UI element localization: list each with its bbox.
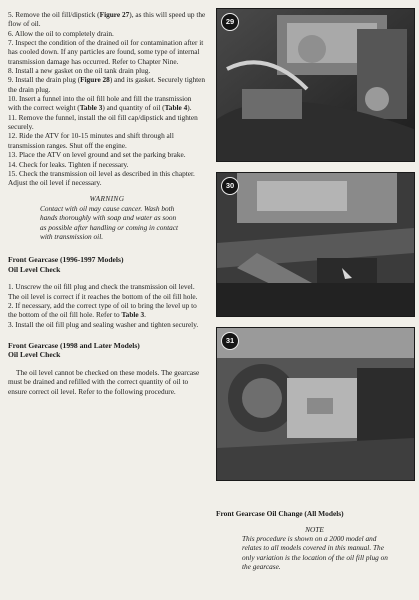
section-title-1998-line2: Oil Level Check <box>8 350 61 360</box>
procedure-a-step <box>8 38 206 66</box>
procedure-a-step <box>8 150 206 159</box>
figure-31-photo <box>216 327 415 481</box>
figure-31-number: 31 <box>221 332 239 350</box>
procedure-a-step <box>8 29 206 38</box>
section-title-1996 <box>8 255 206 274</box>
note-body: This procedure is shown on a 2000 model and relates to all models covered in this manual. The only variation is the location of the oil fill plug on the gearcase. <box>242 533 388 571</box>
figure-31-image <box>217 328 414 480</box>
section-title-1996-line1: Front Gearcase (1996-1997 Models) <box>8 255 124 265</box>
steps-list-b <box>8 282 206 329</box>
step-text: 15. Check the transmission oil level as described in this chapter. Adjust the oil level if necessary. <box>8 168 195 188</box>
procedure-b-step <box>8 282 206 301</box>
step-reference: Table 3 <box>79 103 103 113</box>
left-column <box>8 10 206 396</box>
step-text: 3. Install the oil fill plug and sealing washer and tighten securely. <box>8 319 199 329</box>
procedure-a-step <box>8 169 206 188</box>
right-column <box>216 8 413 571</box>
step-text-tail: . <box>144 310 146 320</box>
warning-body: Contact with oil may cause cancer. Wash both hands thoroughly with soap and water as soon as possible after handling or coming in contact with transmission oil. <box>40 203 179 241</box>
section-1998-paragraph: The oil level cannot be checked on these models. The gearcase must be drained and refilled with the correct quantity of oil to ensure correct oil level. Refer to the following procedure. <box>8 367 200 396</box>
procedure-a-step <box>8 10 206 29</box>
step-text: 11. Remove the funnel, install the oil fill cap/dipstick and tighten securely. <box>8 112 198 132</box>
step-text-tail: ) and its gasket. Securely tighten the drain plug. <box>8 75 206 94</box>
step-text: 1. Unscrew the oil fill plug and check the transmission oil level. The oil level is correct if it reaches the bottom of the oil fill hole. <box>8 282 198 301</box>
procedure-a-step <box>8 75 206 94</box>
step-text: 5. Remove the oil fill/dipstick ( <box>8 10 100 19</box>
warning-title: WARNING <box>89 193 125 203</box>
step-text: 10. Insert a funnel into the oil fill hole and fill the transmission with the correct weight ( <box>8 94 192 113</box>
procedure-b-step <box>8 320 206 329</box>
step-reference: Table 4 <box>164 103 188 113</box>
step-text-tail: ) and quantity of oil ( <box>102 103 165 113</box>
step-text-tail: ), as this will speed up the flow of oil. <box>8 10 206 29</box>
procedure-b-step <box>8 301 206 320</box>
figure-caption: Front Gearcase Oil Change (All Models) <box>216 509 344 518</box>
figure-29-number: 29 <box>221 13 239 31</box>
note-box <box>216 525 413 572</box>
step-reference: Table 3 <box>121 310 145 320</box>
figure-29-image <box>217 9 414 161</box>
figure-30-photo <box>216 172 415 317</box>
step-reference: Figure 27 <box>99 10 130 19</box>
section-title-1998-line1: Front Gearcase (1998 and Later Models) <box>8 340 140 350</box>
step-text-tail: ). <box>187 103 192 113</box>
procedure-a-step <box>8 160 206 169</box>
procedure-a-step <box>8 66 206 75</box>
section-title-1998 <box>8 341 206 360</box>
procedure-a-step <box>8 113 206 132</box>
steps-list-a <box>8 10 206 188</box>
procedure-a-step <box>8 94 206 113</box>
procedure-a-step <box>8 131 206 150</box>
warning-box <box>8 194 206 242</box>
figure-30-image <box>217 173 414 316</box>
step-text: 12. Ride the ATV for 10-15 minutes and shift through all transmission ranges. Shut off the engine. <box>8 131 174 150</box>
step-text: 6. Allow the oil to completely drain. <box>8 28 114 38</box>
step-text: 7. Inspect the condition of the drained oil for contamination after it has cooled down. If any particles are found, some type of internal transmission damage has occurred. Refer to Chapter Nine. <box>8 38 204 66</box>
note-title: NOTE <box>305 524 324 534</box>
step-reference: Figure 28 <box>80 75 110 85</box>
step-text: 8. Install a new gasket on the oil tank drain plug. <box>8 66 151 76</box>
step-text: 9. Install the drain plug ( <box>8 75 81 85</box>
step-text: 2. If necessary, add the correct type of oil to bring the level up to the bottom of the oil fill hole. Refer to <box>8 300 197 320</box>
figure-30-number: 30 <box>221 177 239 195</box>
step-text: 14. Check for leaks. Tighten if necessary. <box>8 159 129 169</box>
step-text: 13. Place the ATV on level ground and set the parking brake. <box>8 150 186 160</box>
section-title-1996-line2: Oil Level Check <box>8 264 61 274</box>
figure-29-photo <box>216 8 415 162</box>
